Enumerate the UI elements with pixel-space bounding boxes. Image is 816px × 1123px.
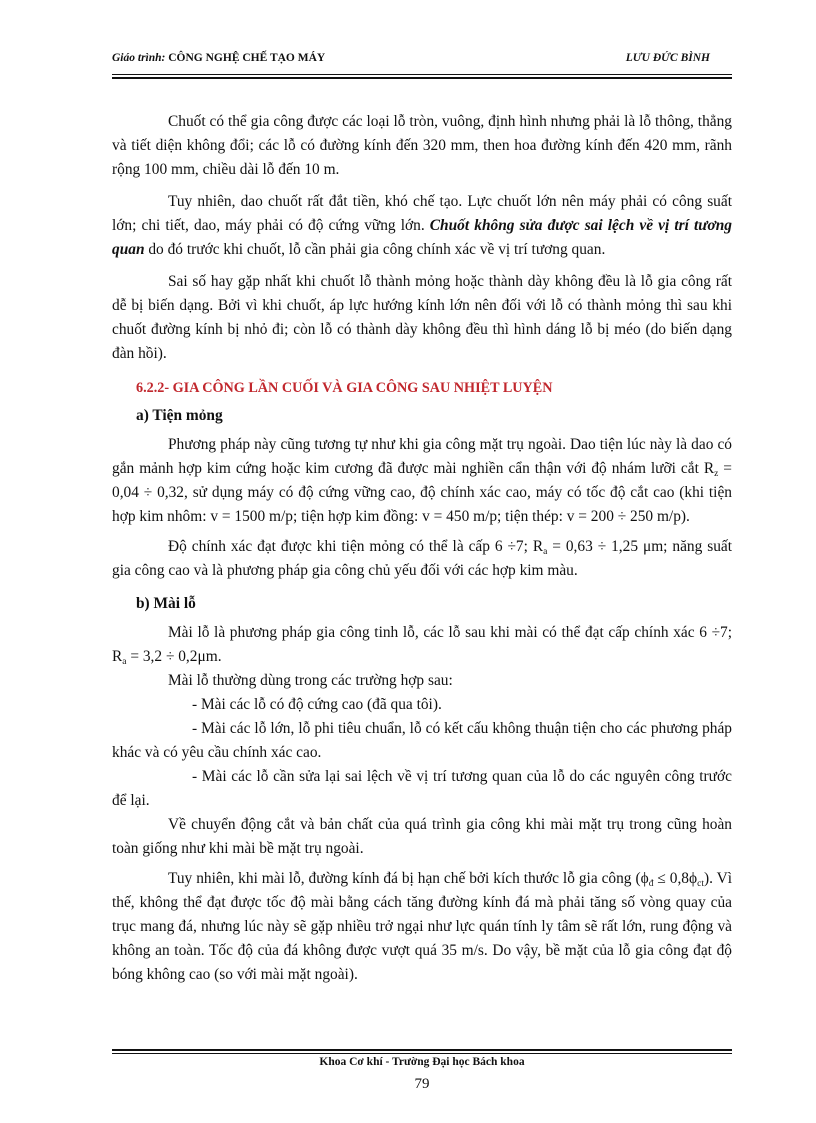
footer-rule-thick [112, 1049, 732, 1051]
emphasis-broaching-limitation: Chuốt không sửa được sai lệch về vị trí tương quan [112, 217, 732, 258]
list-item: - Mài các lỗ lớn, lỗ phi tiêu chuẩn, lỗ có kết cấu không thuận tiện cho các phương pháp khác và có yêu cầu chính xác cao. [112, 720, 732, 761]
subheading-fine-turning: a) Tiện mỏng [136, 407, 223, 424]
header-rule-thin [112, 74, 732, 75]
paragraph-hole-grinding-cases: Mài lỗ thường dùng trong các trường hợp sau: [168, 672, 453, 689]
list-item: - Mài các lỗ cần sửa lại sai lệch về vị trí tương quan của lỗ do các nguyên công trước để lại. [112, 768, 732, 809]
section-heading: 6.2.2- GIA CÔNG LẦN CUỐI VÀ GIA CÔNG SAU NHIỆT LUYỆN [136, 380, 553, 396]
header-rule-thick [112, 77, 732, 79]
page-number: 79 [414, 1076, 430, 1092]
paragraph-grinding-limitations: Tuy nhiên, khi mài lỗ, đường kính đá bị hạn chế bởi kích thước lỗ gia công $(\phi_đ \le 0,8\phi_{ct})$. Vì thế, không thể đạt được tốc độ mài bằng cách tăng đường kính đá mà phải tăng số vòng quay của trục mang đá, nhưng lúc này sẽ gặp nhiều trở ngại như lực quán tính ly tâm sẽ rất lớn, rung động và không an toàn. Tốc độ của đá không được vượt quá 35 m/s. Do vậy, bề mặt của lỗ gia công đạt độ bóng không cao (so với mài mặt ngoài). [112, 870, 732, 983]
header-author: LƯU ĐỨC BÌNH [625, 52, 710, 64]
footer-rule-thin [112, 1053, 732, 1054]
paragraph-fine-turning-accuracy: Độ chính xác đạt được khi tiện mỏng có thể là cấp 6 ÷7; $R_a = 0,63 \div 1,25$ μm; năng suất gia công cao và là phương pháp gia công chủ yếu đối với các hợp kim màu. [112, 538, 733, 579]
paragraph-hole-grinding-intro: Mài lỗ là phương pháp gia công tinh lỗ, các lỗ sau khi mài có thể đạt cấp chính xác 6 ÷7; $R_a = 3,2 \div 0,2\mu m$. [112, 624, 732, 667]
paragraph-broaching-cost: Tuy nhiên, dao chuốt rất đắt tiền, khó chế tạo. Lực chuốt lớn nên máy phải có công suất lớn; chi tiết, dao, máy phải có độ cứng vững lớn. Chuốt không sửa được sai lệch về vị trí tương quan do đó trước khi chuốt, lỗ cần phải gia công chính xác về vị trí tương quan. [112, 193, 732, 258]
subheading-hole-grinding: b) Mài lỗ [136, 595, 196, 612]
header-course [112, 52, 325, 64]
paragraph-broaching-capability: Chuốt có thể gia công được các loại lỗ tròn, vuông, định hình nhưng phải là lỗ thông, thẳng và tiết diện không đổi; các lỗ có đường kính đến 320 mm, then hoa đường kính đến 420 mm, rãnh rộng 100 mm, chiều dài lỗ đến 10 m. [112, 113, 732, 178]
page-header [112, 52, 710, 72]
list-item: - Mài các lỗ có độ cứng cao (đã qua tôi). [192, 696, 442, 713]
paragraph-fine-turning-method: Phương pháp này cũng tương tự như khi gia công mặt trụ ngoài. Dao tiện lúc này là dao có gắn mảnh hợp kim cứng hoặc kim cương đã được mài nghiền cẩn thận với độ nhám lưỡi cắt $R_z = 0,04 \div 0,32$, sử dụng máy có độ cứng vững cao, độ chính xác cao, máy có tốc độ cắt cao (khi tiện hợp kim nhôm: v = 1500 m/p; tiện hợp kim đồng: v = 450 m/p; tiện thép: v = 200 ÷ 250 m/p). [112, 436, 732, 525]
page-body [112, 110, 732, 987]
footer-institution: Khoa Cơ khí - Trường Đại học Bách khoa [319, 1056, 525, 1068]
header-course-title: CÔNG NGHỆ CHẾ TẠO MÁY [168, 52, 326, 64]
header-course-label: Giáo trình: [112, 52, 166, 64]
paragraph-cutting-motion: Về chuyển động cắt và bản chất của quá trình gia công khi mài mặt trụ trong cũng hoàn toàn giống như khi mài bề mặt trụ ngoài. [112, 816, 732, 857]
paragraph-broaching-errors: Sai số hay gặp nhất khi chuốt lỗ thành mỏng hoặc thành dày không đều là lỗ gia công rất dễ bị biến dạng. Bởi vì khi chuốt, áp lực hướng kính lớn nên đối với lỗ có thành mỏng thì sau khi chuốt đường kính bị nhỏ đi; còn lỗ có thành dày không đều thì hình dáng lỗ bị méo (do biến dạng đàn hồi). [112, 273, 732, 362]
